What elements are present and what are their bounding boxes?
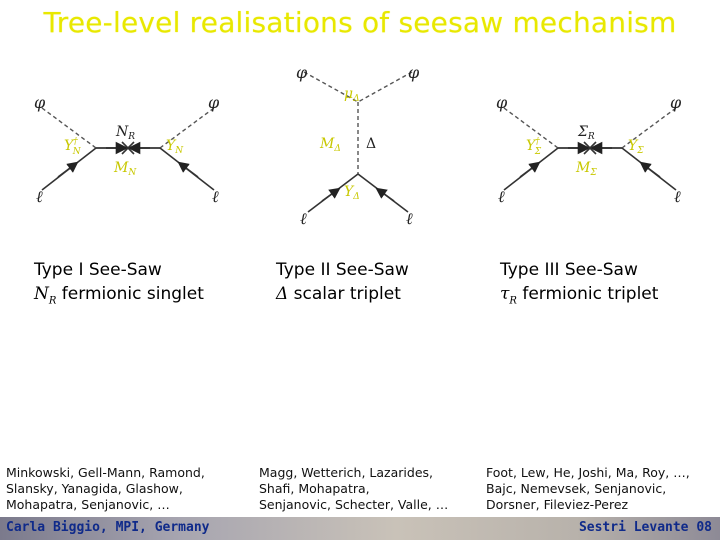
type2-mu: μ [344, 86, 354, 102]
type3-l-left: ℓ [498, 187, 505, 206]
svg-text:MΔ: $M_\Delta$ [320, 136, 341, 154]
svg-text:μΔ: $\mu_\Delta$ [344, 86, 360, 104]
type1-feynman-diagram [28, 86, 228, 206]
type3-feynman-diagram [490, 86, 690, 206]
type3-l-right: ℓ [674, 187, 681, 206]
type3-phi-right: φ [670, 93, 682, 112]
type2-name: Type II See-Saw [276, 260, 409, 280]
svg-text:MΣ: $M_\Sigma$ [576, 160, 597, 178]
svg-text:NR: $N_R$ [116, 124, 136, 142]
type3-MS: M [576, 160, 591, 176]
footer-author: Carla Biggio, MPI, Germany [6, 520, 210, 535]
type1-label [34, 258, 204, 313]
type1-phi-right: φ [208, 93, 220, 112]
type2-phi-left: φ [296, 63, 308, 82]
svg-text:YΣ: $Y_\Sigma$ [628, 138, 644, 156]
svg-text:ΣR: $\Sigma_R$ [578, 124, 595, 142]
footer-event: Sestri Levante 08 [578, 520, 712, 535]
type3-name: Type III See-Saw [500, 260, 638, 280]
type2-Y: Y [344, 184, 354, 200]
type2-feynman-diagram [286, 58, 436, 228]
type3-description: $\tau_R$ fermionic triplet [500, 284, 659, 307]
type3-Y-left: Y [526, 138, 536, 154]
type2-l-right: ℓ [406, 209, 413, 228]
type2-references: Magg, Wetterich, Lazarides, Shafi, Mohapatra, Senjanovic, Schecter, Valle, … [259, 465, 449, 512]
type2-delta: Δ [366, 136, 377, 152]
type3-Y-right: Y [628, 138, 638, 154]
type1-NR: N [116, 124, 129, 140]
type1-l-left: ℓ [36, 187, 43, 206]
type2-l-left: ℓ [300, 209, 307, 228]
type1-l-right: ℓ [212, 187, 219, 206]
type3-references: Foot, Lew, He, Joshi, Ma, Roy, …, Bajc, Nemevsek, Senjanovic, Dorsner, Fileviez-Perez [486, 465, 690, 512]
type1-Y-right: Y [166, 138, 176, 154]
type3-SR: Σ [578, 124, 588, 140]
svg-text:YΔ: $Y_\Delta$ [344, 184, 360, 202]
type3-label [500, 258, 658, 313]
type2-label [276, 258, 409, 306]
type2-MD: M [320, 136, 335, 152]
svg-text:MN: $M_N$ [114, 160, 137, 178]
type1-Y-left: Y [64, 138, 74, 154]
svg-text:YN: $Y_N$ [166, 138, 184, 156]
svg-text:Y†Σ: Y† Σ [526, 137, 542, 157]
type3-phi-left: φ [496, 93, 508, 112]
type1-MN: M [114, 160, 129, 176]
slide-title: Tree-level realisations of seesaw mechanism [43, 6, 677, 39]
type2-phi-right: φ [408, 63, 420, 82]
type1-references: Minkowski, Gell-Mann, Ramond, Slansky, Yanagida, Glashow, Mohapatra, Senjanovic, … [6, 465, 205, 512]
type1-phi-left: φ [34, 93, 46, 112]
type1-name: Type I See-Saw [34, 260, 162, 280]
type1-description: $N_R$ fermionic singlet [34, 284, 204, 307]
type2-description: Δ scalar triplet [276, 284, 401, 304]
svg-text:Y†N: Y† N [64, 137, 81, 157]
